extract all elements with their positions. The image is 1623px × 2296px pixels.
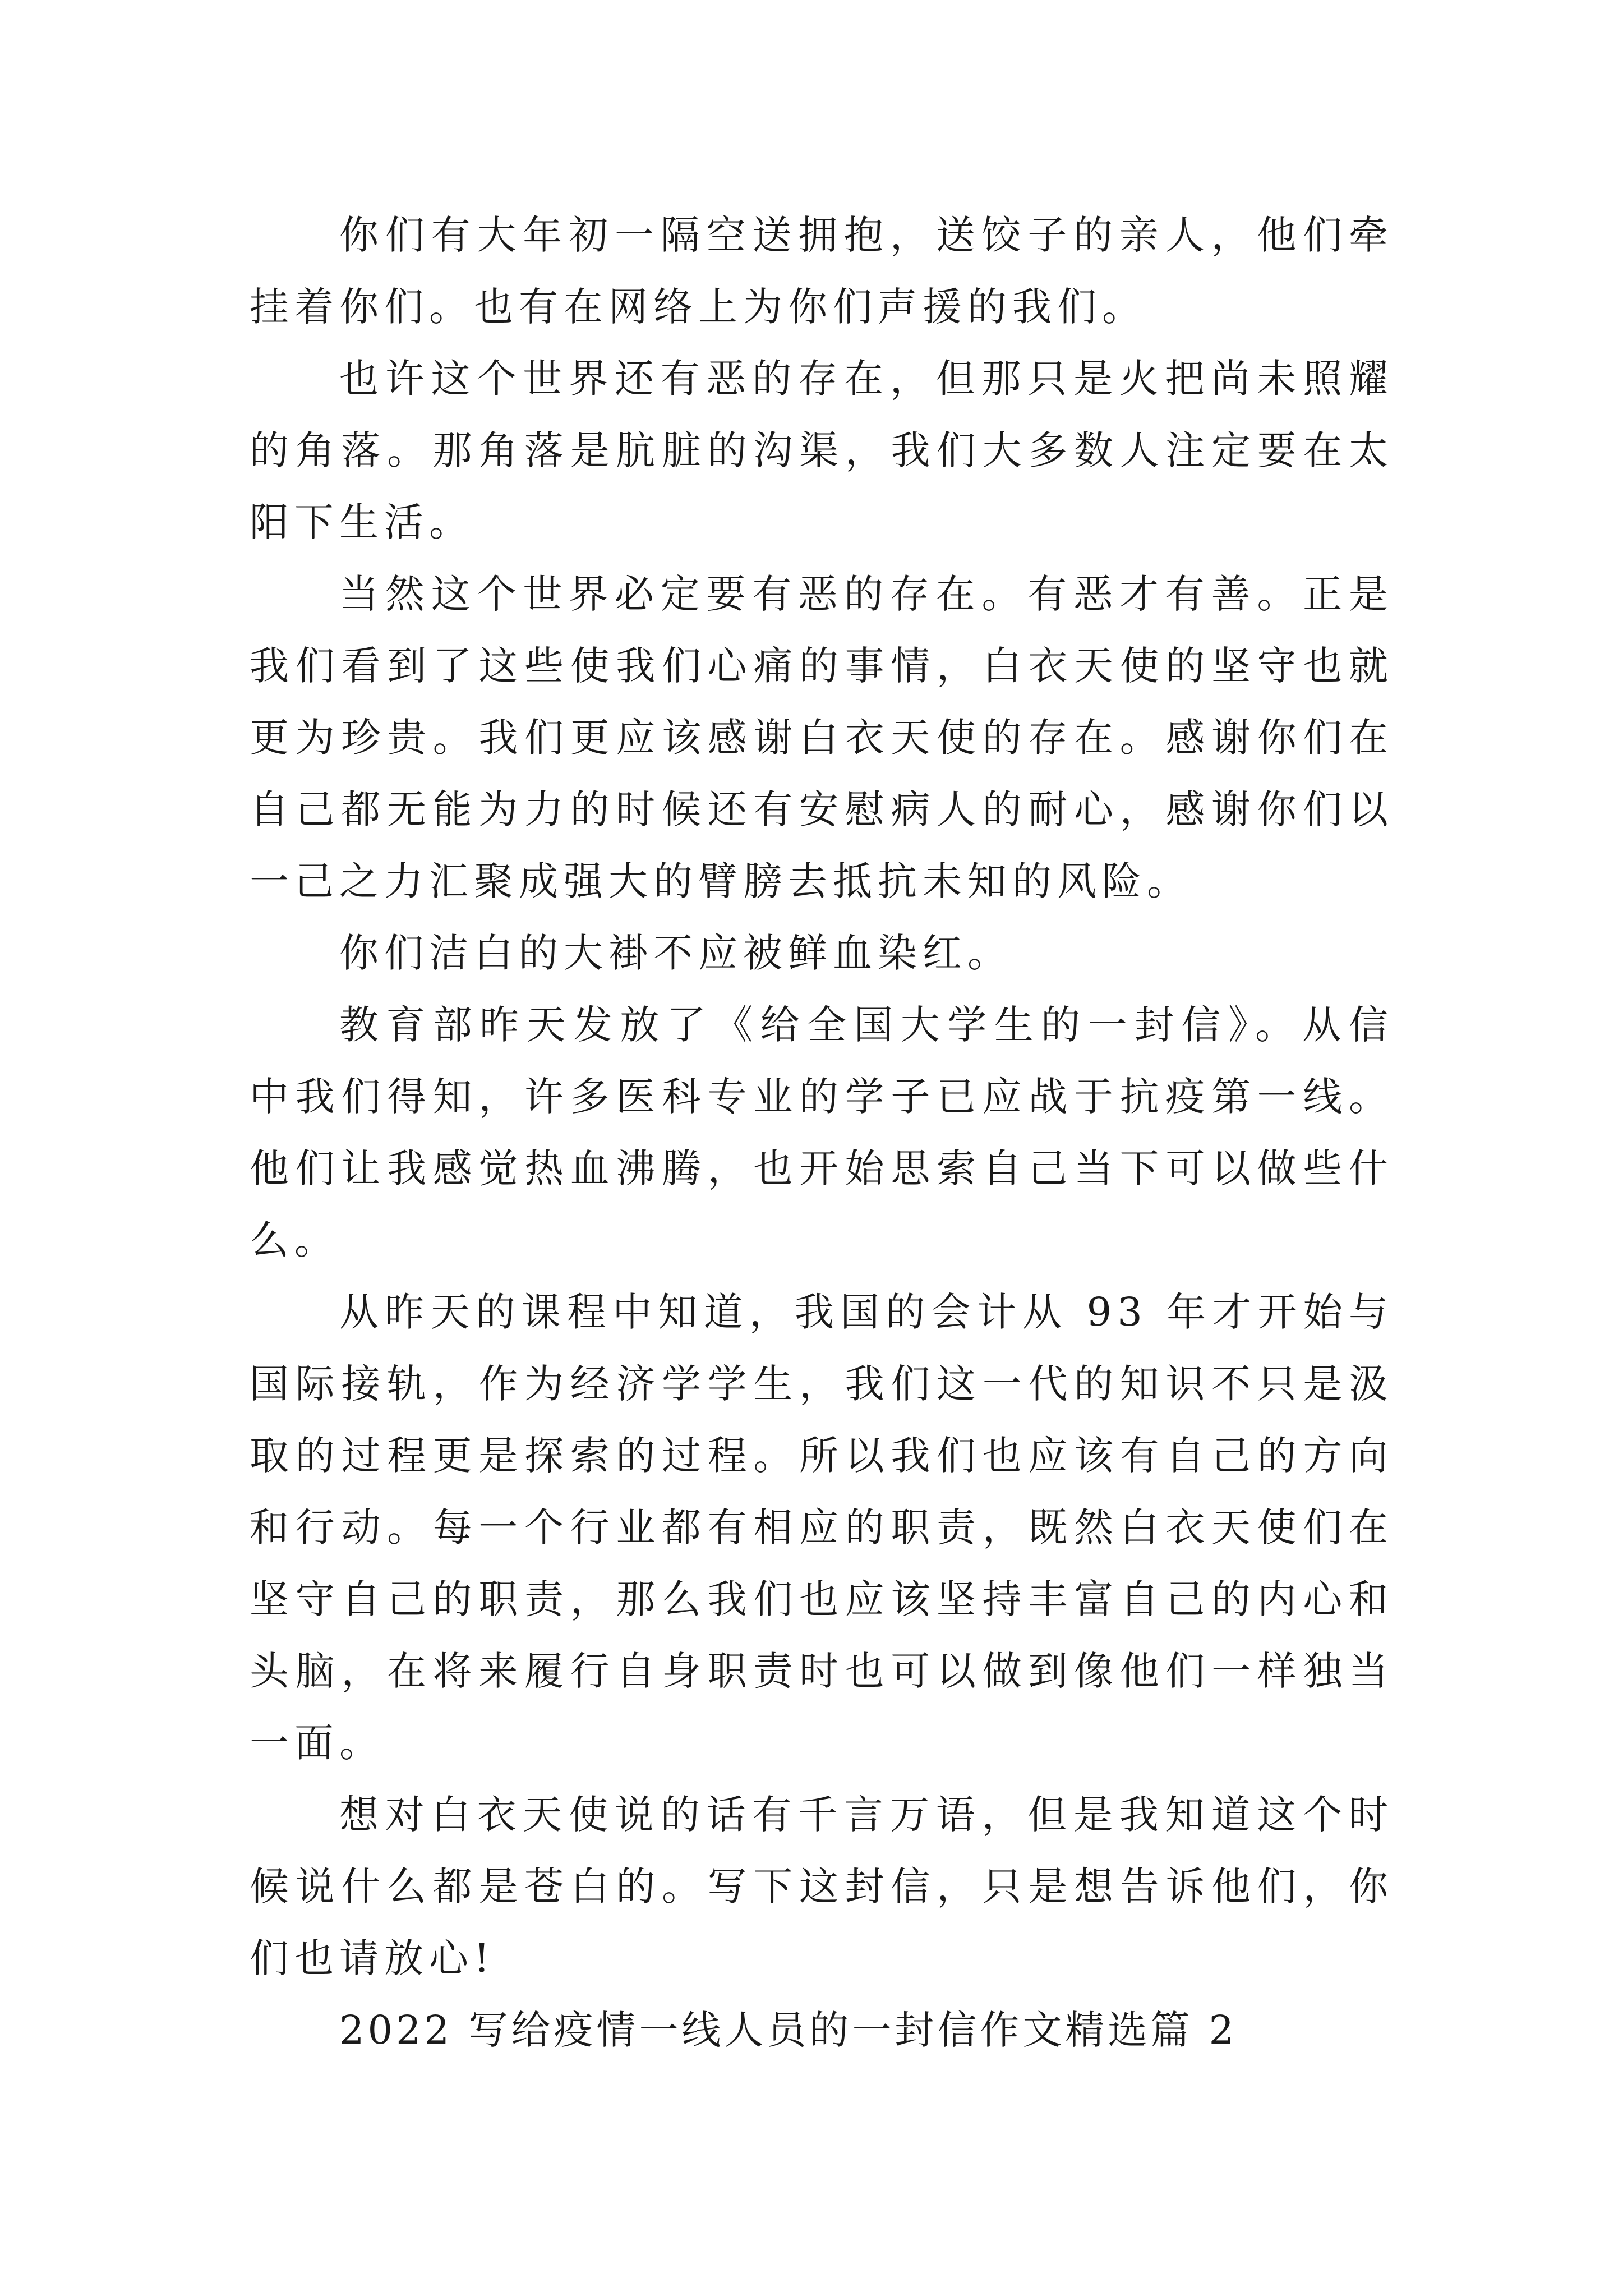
paragraph: 你们有大年初一隔空送拥抱，送饺子的亲人，他们牵挂着你们。也有在网络上为你们声援的我们。	[250, 212, 1394, 330]
paragraph: 从昨天的课程中知道，我国的会计从 93 年才开始与国际接轨，作为经济学学生，我们这一代的知识不只是汲取的过程更是探索的过程。所以我们也应该有自己的方向和行动。每一个行业都有相应的职责，既然白衣天使们在坚守自己的职责，那么我们也应该坚持丰富自己的内心和头脑，在将来履行自身职责时也可以做到像他们一样独当一面。	[250, 1289, 1394, 1766]
document-body	[250, 199, 1394, 2066]
paragraph: 教育部昨天发放了《给全国大学生的一封信》。从信中我们得知，许多医科专业的学子已应战于抗疫第一线。他们让我感觉热血沸腾，也开始思索自己当下可以做些什么。	[250, 1002, 1394, 1263]
paragraph: 当然这个世界必定要有恶的存在。有恶才有善。正是我们看到了这些使我们心痛的事情，白衣天使的坚守也就更为珍贵。我们更应该感谢白衣天使的存在。感谢你们在自己都无能为力的时候还有安慰病人的耐心，感谢你们以一己之力汇聚成强大的臂膀去抵抗未知的风险。	[250, 571, 1394, 904]
paragraph: 想对白衣天使说的话有千言万语，但是我知道这个时候说什么都是苍白的。写下这封信，只是想告诉他们，你们也请放心!	[250, 1792, 1394, 1981]
paragraph: 也许这个世界还有恶的存在，但那只是火把尚未照耀的角落。那角落是肮脏的沟渠，我们大多数人注定要在太阳下生活。	[250, 356, 1394, 545]
section-heading: 2022 写给疫情一线人员的一封信作文精选篇 2	[339, 2007, 1238, 2053]
paragraph: 你们洁白的大褂不应被鲜血染红。	[339, 930, 1012, 976]
